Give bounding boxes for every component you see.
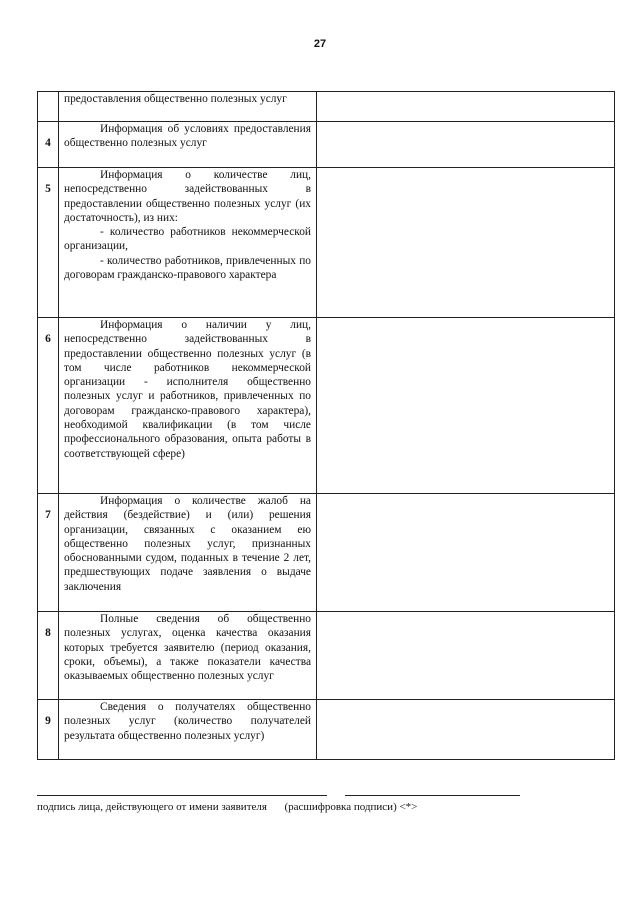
row-number-text: 9 [45, 715, 51, 727]
description-paragraph: предоставления общественно полезных услуг [64, 93, 287, 105]
signature-line-left [37, 795, 327, 796]
signature-right-caption: (расшифровка подписи) <*> [284, 801, 418, 813]
row-number [38, 122, 59, 168]
row-description [59, 168, 317, 318]
description-paragraph: Информация о наличии у лиц, непосредственно задействованных в предоставлении общественно полезных услуг (в том числе работников некоммерческой организации - исполнителя общественно полезных услуг и работников, привлеченных по договорам гражданско-правового характера), необходимой квалификации (в том числе профессионального образования, опыта работы в соответствующей сфере) [64, 319, 311, 460]
row-answer-field[interactable] [317, 318, 615, 494]
description-paragraph: Сведения о получателях общественно полезных услуг (количество получателей результата общественно полезных услуг) [64, 701, 311, 742]
row-number [38, 700, 59, 760]
row-answer-field[interactable] [317, 700, 615, 760]
table-row [38, 318, 615, 494]
table-row [38, 700, 615, 760]
description-paragraph: Информация о количестве лиц, непосредственно задействованных в предоставлении общественно полезных услуг (их достаточность), из них: [64, 169, 311, 224]
row-description [59, 122, 317, 168]
row-description [59, 92, 317, 122]
row-description [59, 612, 317, 700]
row-number-text: 5 [45, 183, 51, 195]
page-number: 27 [313, 38, 327, 50]
row-number [38, 494, 59, 612]
row-number [38, 92, 59, 122]
signature-captions [37, 801, 417, 813]
table-row [38, 168, 615, 318]
description-paragraph: - количество работников, привлеченных по договорам гражданско-правового характера [64, 254, 311, 282]
description-paragraph: - количество работников некоммерческой организации, [64, 226, 311, 253]
table-row [38, 92, 615, 122]
row-number-text: 4 [45, 137, 51, 149]
description-paragraph: Полные сведения об общественно полезных услугах, оценка качества оказания которых требуется заявителю (период оказания, сроки, объемы), а также показатели качества оказываемых общественно полезных услуг [64, 613, 311, 683]
row-number-text: 8 [45, 627, 51, 639]
description-paragraph: Информация о количестве жалоб на действия (бездействие) и (или) решения организации, связанных с оказанием ею общественно полезных услуг, признанных обоснованными судом, поданных в течение 2 лет, предшествующих подаче заявления о выдаче заключения [64, 495, 311, 593]
signature-line-right [345, 795, 520, 796]
table-row [38, 612, 615, 700]
description-paragraph: Информация об условиях предоставления общественно полезных услуг [64, 123, 311, 150]
table-row [38, 494, 615, 612]
row-number-text: 6 [45, 333, 51, 345]
row-number [38, 168, 59, 318]
row-answer-field[interactable] [317, 168, 615, 318]
row-description [59, 318, 317, 494]
row-answer-field[interactable] [317, 612, 615, 700]
row-description [59, 700, 317, 760]
information-table [37, 91, 615, 760]
row-answer-field[interactable] [317, 494, 615, 612]
row-number [38, 318, 59, 494]
row-answer-field[interactable] [317, 92, 615, 122]
table-row [38, 122, 615, 168]
row-description [59, 494, 317, 612]
row-answer-field[interactable] [317, 122, 615, 168]
signature-left-caption: подпись лица, действующего от имени заявителя [37, 801, 267, 813]
row-number-text: 7 [45, 509, 51, 521]
row-number [38, 612, 59, 700]
row-number-text [38, 92, 58, 106]
